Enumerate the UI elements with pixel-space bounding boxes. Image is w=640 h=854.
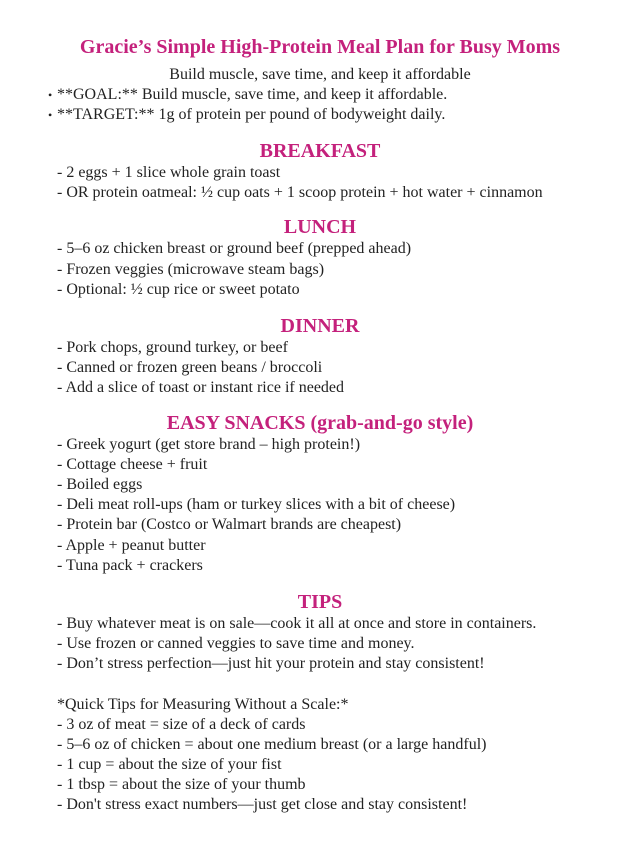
- page-title: Gracie’s Simple High-Protein Meal Plan for Busy Moms: [79, 36, 561, 58]
- list-item: - Protein bar (Costco or Walmart brands are cheapest): [57, 516, 402, 534]
- list-item: - Greek yogurt (get store brand – high protein!): [57, 435, 361, 453]
- list-item: - Canned or frozen green beans / broccoli: [57, 359, 323, 377]
- list-item: - 1 tbsp = about the size of your thumb: [57, 776, 306, 794]
- list-item: - Use frozen or canned veggies to save time and money.: [57, 635, 415, 653]
- list-item: - Apple + peanut butter: [57, 536, 206, 554]
- list-item: - Cottage cheese + fruit: [57, 455, 208, 473]
- snacks-heading: EASY SNACKS (grab-and-go style): [166, 411, 474, 434]
- dinner-list: [57, 338, 640, 399]
- lunch-list: [57, 239, 640, 300]
- tips-list: [57, 614, 640, 675]
- list-item: - Frozen veggies (microwave steam bags): [57, 260, 325, 278]
- breakfast-list: [57, 163, 640, 203]
- page-subtitle: Build muscle, save time, and keep it affordable: [169, 66, 471, 83]
- target-bullet: • **TARGET:** 1g of protein per pound of bodyweight daily.: [57, 105, 640, 125]
- list-item: - Deli meat roll-ups (ham or turkey slices with a bit of cheese): [57, 496, 456, 514]
- list-item: - 2 eggs + 1 slice whole grain toast: [57, 164, 281, 181]
- list-item: - Tuna pack + crackers: [57, 556, 203, 574]
- list-item: - Don’t stress perfection—just hit your protein and stay consistent!: [57, 655, 485, 673]
- list-item: - Buy whatever meat is on sale—cook it all at once and store in containers.: [57, 615, 537, 633]
- measuring-heading: *Quick Tips for Measuring Without a Scale:*: [57, 695, 349, 713]
- snacks-list: [57, 435, 640, 576]
- dinner-heading: DINNER: [280, 315, 360, 338]
- list-item: - OR protein oatmeal: ½ cup oats + 1 scoop protein + hot water + cinnamon: [57, 184, 543, 202]
- list-item: - Don't stress exact numbers—just get close and stay consistent!: [57, 796, 468, 814]
- list-item: - Boiled eggs: [57, 476, 143, 494]
- list-item: - Pork chops, ground turkey, or beef: [57, 339, 288, 357]
- goal-bullet: • **GOAL:** Build muscle, save time, and keep it affordable.: [57, 85, 640, 105]
- list-item: - 3 oz of meat = size of a deck of cards: [57, 715, 306, 733]
- list-item: - 1 cup = about the size of your fist: [57, 756, 282, 774]
- lunch-heading: LUNCH: [283, 216, 357, 239]
- breakfast-heading: BREAKFAST: [259, 140, 381, 162]
- list-item: - Add a slice of toast or instant rice if needed: [57, 379, 345, 397]
- list-item: - Optional: ½ cup rice or sweet potato: [57, 280, 300, 298]
- list-item: - 5–6 oz chicken breast or ground beef (prepped ahead): [57, 240, 412, 258]
- measuring-list: [57, 715, 640, 816]
- intro-bullet-list: [57, 85, 640, 125]
- tips-heading: TIPS: [297, 591, 343, 614]
- list-item: - 5–6 oz of chicken = about one medium breast (or a large handful): [57, 735, 487, 753]
